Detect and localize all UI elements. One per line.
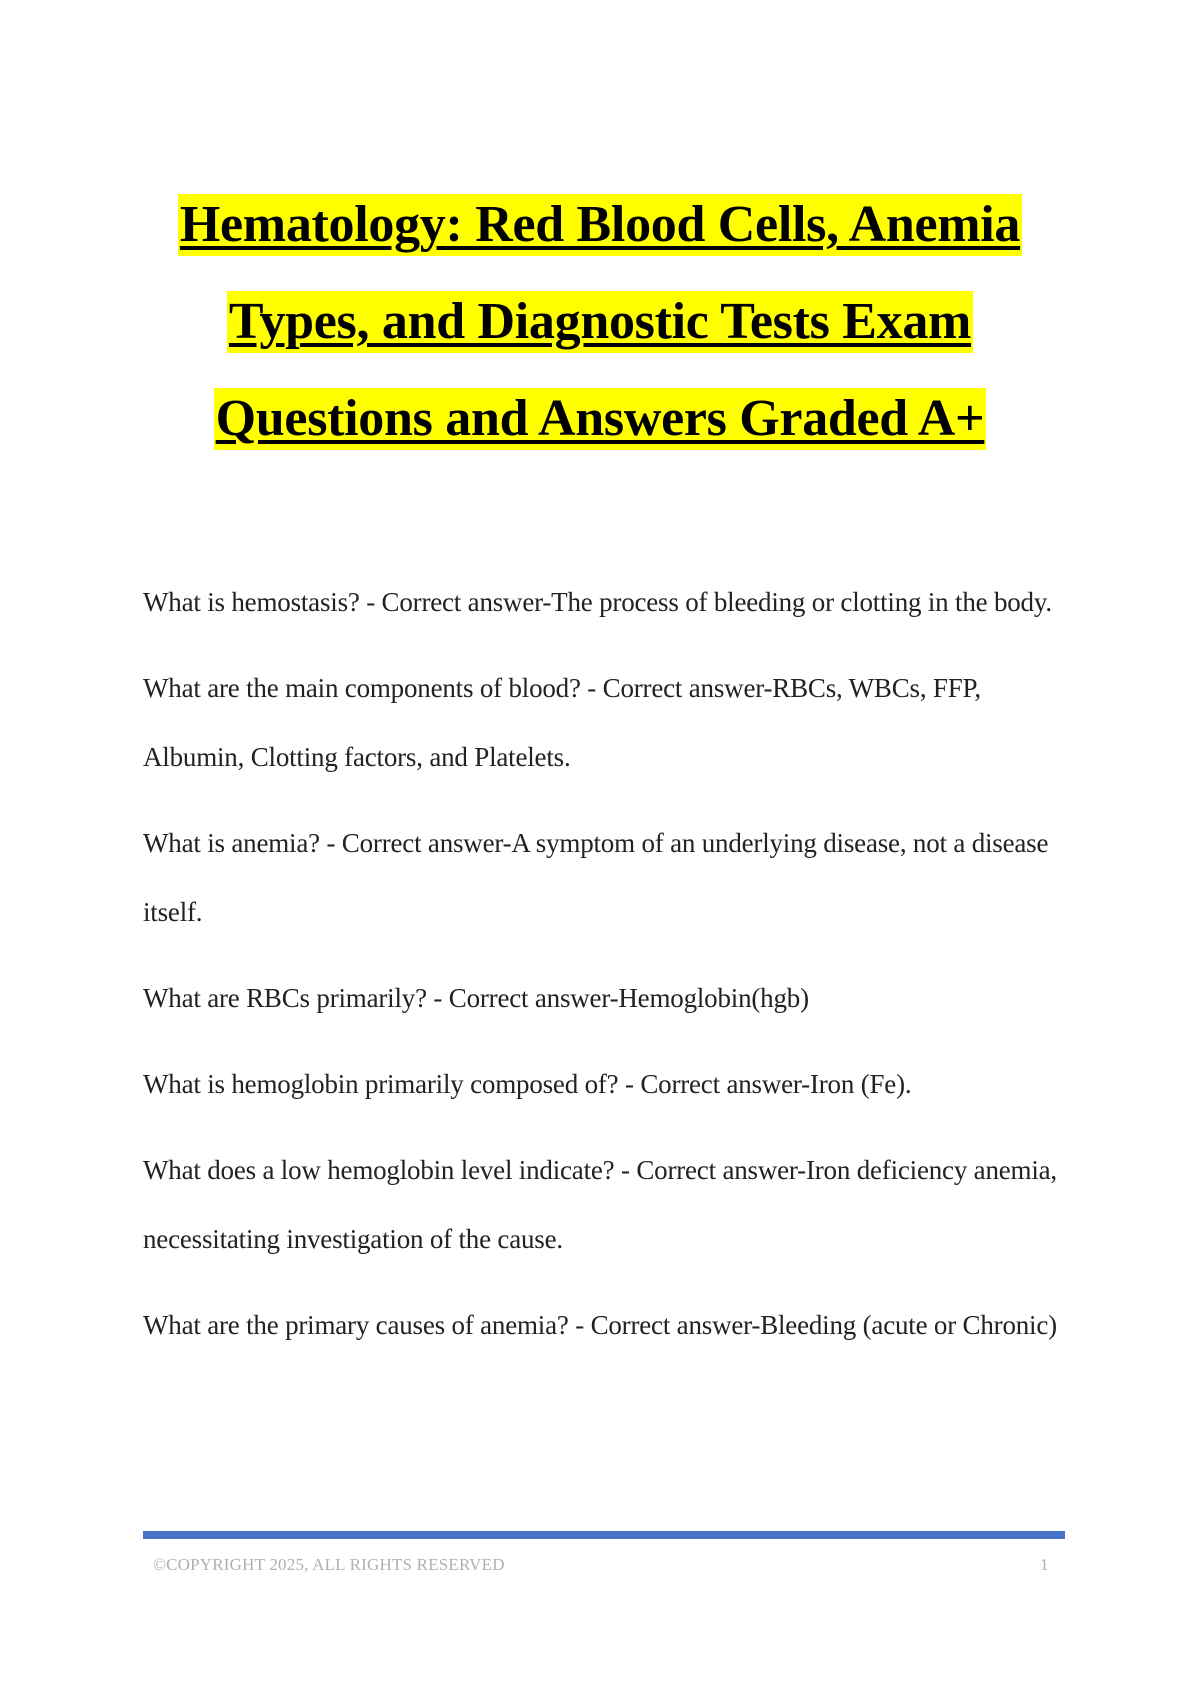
qa-item: What does a low hemoglobin level indicate? - Correct answer-Iron deficiency anemia, necessitating investigation of the cause. bbox=[143, 1155, 1057, 1254]
title-line-text: Types, and Diagnostic Tests Exam bbox=[227, 291, 973, 353]
page-number: 1 bbox=[1040, 1555, 1049, 1574]
footer-copyright: ©COPYRIGHT 2025, ALL RIGHTS RESERVED bbox=[153, 1555, 505, 1574]
qa-item: What is anemia? - Correct answer-A symptom of an underlying disease, not a disease itself. bbox=[143, 828, 1049, 927]
qa-item: What is hemoglobin primarily composed of? - Correct answer-Iron (Fe). bbox=[143, 1069, 912, 1099]
title-line bbox=[140, 285, 1060, 382]
title-line bbox=[140, 382, 1060, 479]
title-line-text: Questions and Answers Graded A+ bbox=[214, 388, 987, 450]
qa-item: What is hemostasis? - Correct answer-The process of bleeding or clotting in the body. bbox=[143, 587, 1052, 617]
qa-item: What are the primary causes of anemia? - Correct answer-Bleeding (acute or Chronic) bbox=[143, 1310, 1057, 1340]
document-title bbox=[140, 188, 1060, 479]
qa-list bbox=[143, 568, 1063, 1377]
title-line bbox=[140, 188, 1060, 285]
qa-item: What are the main components of blood? - Correct answer-RBCs, WBCs, FFP, Albumin, Clotting factors, and Platelets. bbox=[143, 673, 981, 772]
title-line-text: Hematology: Red Blood Cells, Anemia bbox=[178, 194, 1022, 256]
qa-item: What are RBCs primarily? - Correct answer-Hemoglobin(hgb) bbox=[143, 983, 809, 1013]
footer-rule bbox=[143, 1531, 1065, 1539]
